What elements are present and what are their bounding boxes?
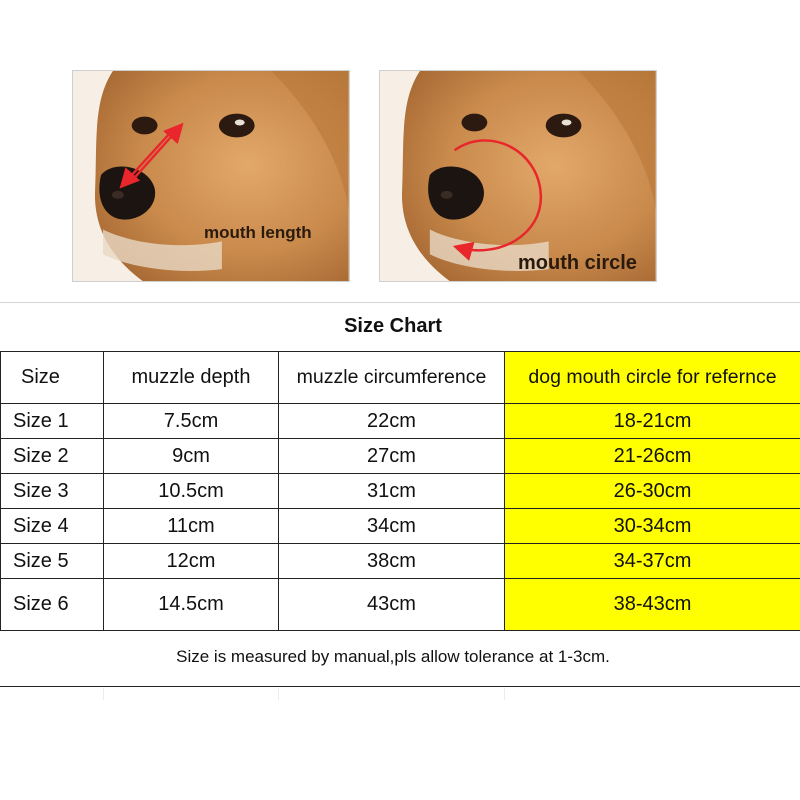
size-cell: Size 3 [1,474,104,509]
header-dog-mouth-circle: dog mouth circle for refernce [505,352,800,404]
table-row [1,579,800,631]
muzzle-depth-cell: 14.5cm [104,579,279,631]
mouth-circle-cell: 34-37cm [505,544,800,579]
size-cell: Size 4 [1,509,104,544]
header-size: Size [1,352,104,404]
size-cell: Size 6 [1,579,104,631]
mouth-length-caption: mouth length [204,223,312,242]
mouth-circle-cell: 38-43cm [505,579,800,631]
muzzle-circumference-cell: 27cm [279,439,505,474]
muzzle-depth-cell: 7.5cm [104,404,279,439]
bottom-divider [0,686,800,687]
muzzle-depth-cell: 10.5cm [104,474,279,509]
header-muzzle-circumference: muzzle circumference [279,352,505,404]
section-divider [0,302,800,303]
muzzle-circumference-cell: 22cm [279,404,505,439]
dog-muzzle-illustration [73,71,349,281]
size-cell: Size 1 [1,404,104,439]
muzzle-circumference-cell: 34cm [279,509,505,544]
muzzle-depth-cell: 12cm [104,544,279,579]
dog-photo-mouth-length [72,70,350,282]
muzzle-depth-cell: 11cm [104,509,279,544]
table-row [1,439,800,474]
grid-line [103,688,104,700]
muzzle-circumference-cell: 38cm [279,544,505,579]
muzzle-circumference-cell: 43cm [279,579,505,631]
table-header-row [1,352,800,404]
grid-line [504,688,505,700]
mouth-circle-cell: 26-30cm [505,474,800,509]
table-row [1,404,800,439]
mouth-circle-caption: mouth circle [518,252,637,274]
table-row [1,509,800,544]
size-chart-table [0,351,800,631]
header-muzzle-depth: muzzle depth [104,352,279,404]
dog-muzzle-illustration [380,71,656,281]
size-cell: Size 5 [1,544,104,579]
table-row [1,474,800,509]
mouth-circle-cell: 18-21cm [505,404,800,439]
tolerance-note: Size is measured by manual,pls allow tolerance at 1-3cm. [176,647,610,666]
muzzle-depth-cell: 9cm [104,439,279,474]
grid-line [278,688,279,700]
table-row [1,544,800,579]
size-chart-title: Size Chart [344,315,442,337]
mouth-circle-cell: 30-34cm [505,509,800,544]
size-cell: Size 2 [1,439,104,474]
muzzle-circumference-cell: 31cm [279,474,505,509]
mouth-circle-cell: 21-26cm [505,439,800,474]
dog-photo-mouth-circle [379,70,657,282]
